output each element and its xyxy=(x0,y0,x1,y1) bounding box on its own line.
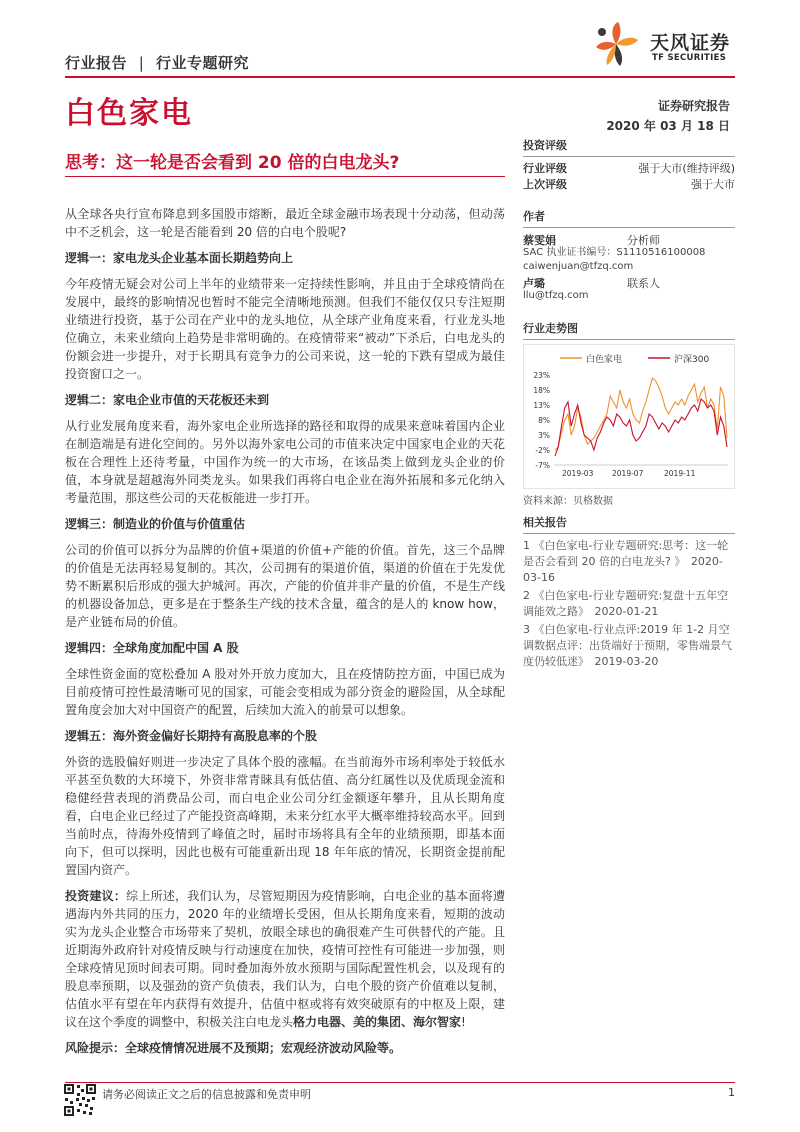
risk-warning xyxy=(65,1039,505,1057)
chart-source: 资料来源：贝格数据 xyxy=(523,496,613,507)
related-item-date: 2020-03-16 xyxy=(523,555,723,584)
chart-frame xyxy=(523,344,735,489)
y-tick-label: -7% xyxy=(535,461,550,470)
y-tick-label: 23% xyxy=(533,371,550,380)
author-role: 联系人 xyxy=(627,277,660,290)
chart-title: 行业走势图 xyxy=(523,322,578,335)
author-entry xyxy=(523,275,735,289)
section-heading-4: 逻辑四：全球角度加配中国 A 股 xyxy=(65,641,239,655)
rating-value: 强于大市 xyxy=(691,178,735,191)
category-separator: | xyxy=(138,54,145,72)
rating-title: 投资评级 xyxy=(523,139,567,152)
related-title: 相关报告 xyxy=(523,516,567,529)
advice-end: ! xyxy=(461,1015,466,1029)
section-paragraph-2: 从行业发展角度来看，海外家电企业所选择的路径和取得的成果来意味着国内企业在制造端是有进化空间的。另外以海外家电公司的市值来决定中国家电企业的天花板在合理性上还待考量，中国作为统一的大市场，在该品类上做到龙头企业的价值，本身就是超越海外同类龙头。如果我们再将白电企业在海外拓展和多元化纳入考量范围，那这些公司的天花板能进一步打开。 xyxy=(65,419,505,505)
logo-text-en: TF SECURITIES xyxy=(652,53,727,63)
author-email[interactable]: caiwenjuan@tfzq.com xyxy=(523,261,634,272)
document-date: 2020 年 03 月 18 日 xyxy=(606,119,730,133)
section-heading-2: 逻辑二：家电企业市值的天花板还未到 xyxy=(65,393,270,407)
trend-chart-panel xyxy=(523,320,735,509)
rating-divider xyxy=(523,156,735,157)
logo-flower-icon xyxy=(588,20,644,68)
authors-title: 作者 xyxy=(523,210,545,223)
investment-advice xyxy=(65,887,505,1031)
section-paragraph-4: 全球性资金面的宽松叠加 A 股对外开放力度加大，且在疫情防控方面，中国已成为目前疫情可控性最清晰可见的国家，可能会变相成为部分资金的避险国，从全球配置角度会加大对中国资产的配置，后续加大流入的前景可以想象。 xyxy=(65,667,505,717)
related-item-text[interactable]: 1 《白色家电-行业专题研究:思考：这一轮是否会看到 20 倍的白电龙头? 》 xyxy=(523,539,729,568)
authors-panel xyxy=(523,208,735,303)
y-tick-label: 3% xyxy=(538,431,550,440)
x-tick-label: 2019-11 xyxy=(664,469,696,478)
logo-text-cn: 天风证券 xyxy=(650,32,731,54)
related-item-text[interactable]: 2 《白色家电-行业专题研究:复盘十五年空调能效之路》 xyxy=(523,589,729,618)
author-name: 卢璐 xyxy=(523,277,545,290)
category-secondary: 行业专题研究 xyxy=(156,54,250,72)
title-underline xyxy=(65,176,505,177)
legend-label: 白色家电 xyxy=(586,355,623,365)
related-divider xyxy=(523,533,735,534)
related-item[interactable] xyxy=(523,588,735,620)
author-entry xyxy=(523,232,735,246)
rating-key: 上次评级 xyxy=(523,178,567,191)
series-line-1 xyxy=(555,378,727,450)
rating-row xyxy=(523,161,735,177)
related-item[interactable] xyxy=(523,538,735,586)
related-item-date: 2020-01-21 xyxy=(594,605,659,618)
rating-key: 行业评级 xyxy=(523,162,567,175)
legend-label: 沪深300 xyxy=(674,355,710,365)
qr-code-icon xyxy=(63,1083,97,1117)
risk-text: 全球疫情情况进展不及预期；宏观经济波动风险等。 xyxy=(125,1041,402,1055)
document-type: 证券研究报告 xyxy=(657,99,730,113)
author-email[interactable]: llu@tfzq.com xyxy=(523,290,589,301)
rating-row xyxy=(523,177,735,193)
company-logo xyxy=(588,20,738,68)
report-title: 思考：这一轮是否会看到 20 倍的白电龙头? xyxy=(65,153,400,173)
section-heading-1: 逻辑一：家电龙头企业基本面长期趋势向上 xyxy=(65,251,294,265)
section-heading-5: 逻辑五：海外资金偏好长期持有高股息率的个股 xyxy=(65,729,318,743)
rating-panel xyxy=(523,137,735,193)
related-reports-panel xyxy=(523,514,735,672)
related-item[interactable] xyxy=(523,622,735,670)
related-item-date: 2019-03-20 xyxy=(594,655,659,668)
author-role: 分析师 xyxy=(627,234,660,247)
authors-divider xyxy=(523,227,735,228)
y-tick-label: 18% xyxy=(533,386,550,395)
page-number: 1 xyxy=(728,1086,735,1099)
rating-value: 强于大市(维持评级) xyxy=(638,162,735,175)
advice-label: 投资建议： xyxy=(65,889,127,903)
category-primary: 行业报告 xyxy=(65,54,128,72)
related-list xyxy=(523,538,735,670)
advice-text: 综上所述，我们认为，尽管短期因为疫情影响，白电企业的基本面将遭遇海内外共同的压力，2020 年的业绩增长受困，但从长期角度来看，短期的波动实为龙头企业整合市场带来了契机，放眼全球也的确很难产生可供替代的产能。且近期海外政府针对疫情反映与行动速度在加快，疫情可控性有可能进一步加强，则全球疫情见顶时间表可期。同时叠加海外放水预期与国际配置性机会，以及现有的股息率预期，以及强劲的资产负债表，我们认为，白电个股的资产价值难以复制，估值水平有望在年内获得有效提升，估值中枢或将有效突破原有的中枢及上限，建议在这个季度的调整中，积极关注白电龙头 xyxy=(65,889,505,1029)
author-name: 蔡雯娟 xyxy=(523,234,556,247)
section-heading-3: 逻辑三：制造业的价值与价值重估 xyxy=(65,517,246,531)
intro-paragraph: 从全球各央行宣布降息到多国股市熔断，最近全球金融市场表现十分动荡，但动荡中不乏机会，这一轮是否能看到 20 倍的白电个股呢? xyxy=(65,207,505,239)
series-line-2 xyxy=(555,399,727,456)
section-paragraph-1: 今年疫情无疑会对公司上半年的业绩带来一定持续性影响，并且由于全球疫情尚在发展中，最终的影响情况也暂时不能完全清晰地预测。但我们不能仅仅只专注短期业绩进行投资，基于公司在产业中的龙头地位，从全球产业角度来看，行业龙头地位确立，未来业绩向上趋势是非常明确的。在疫情带来“被动”下杀后，白电龙头的份额会进一步提升，对于长期具有竞争力的公司来说，这一轮的下跌有望成为最佳投资窗口之一。 xyxy=(65,277,505,381)
disclaimer-notice: 请务必阅读正文之后的信息披露和免责申明 xyxy=(102,1088,311,1101)
x-tick-label: 2019-03 xyxy=(562,469,594,478)
section-paragraph-3: 公司的价值可以拆分为品牌的价值+渠道的价值+产能的价值。首先，这三个品牌的价值是无法再轻易复制的。其次，公司拥有的渠道价值，渠道的价值在于先发优势不断累积后形成的强大护城河。再次，产能的价值并非产量的价值，不是生产线的机器设备加总，更多是在于整条生产线的技术含量，蕴含的是人的 know how，是产业链布局的价值。 xyxy=(65,543,505,629)
related-item-text[interactable]: 3 《白色家电-行业点评:2019 年 1-2 月空调数据点评：出货端好于预期，零售端景气度仍较低迷》 xyxy=(523,623,732,668)
chart-divider xyxy=(523,339,735,340)
author-cert: SAC 执业证书编号：S1110516100008 xyxy=(523,247,706,258)
footer-divider xyxy=(65,1082,735,1083)
header-divider xyxy=(65,76,735,78)
x-tick-label: 2019-07 xyxy=(612,469,644,478)
trend-line-chart xyxy=(524,345,734,485)
y-tick-label: 13% xyxy=(533,401,550,410)
y-tick-label: -2% xyxy=(535,446,550,455)
main-body xyxy=(65,205,505,1065)
y-tick-label: 8% xyxy=(538,416,550,425)
report-category xyxy=(65,52,249,73)
industry-name: 白色家电 xyxy=(65,96,193,131)
section-paragraph-5: 外资的选股偏好则进一步决定了具体个股的涨幅。在当前海外市场利率处于较低水平甚至负数的大环境下，外资非常青睐具有低估值、高分红属性以及优质现金流和稳健经营表现的消费品公司，而白电企业公司分红金额逐年攀升，且从长期角度看，白电企业已经过了产能投资高峰期，未来分红水平大概率维持较高水平。回到当前时点，待海外疫情到了峰值之时，届时市场将具有全年的业绩预期，即基本面向下，但可以探明，因此也极有可能重新出现 18 年年底的情况，长期资金提前配置国内资产。 xyxy=(65,755,505,877)
risk-label: 风险提示： xyxy=(65,1041,126,1055)
advice-stocks: 格力电器、美的集团、海尔智家 xyxy=(293,1015,462,1029)
